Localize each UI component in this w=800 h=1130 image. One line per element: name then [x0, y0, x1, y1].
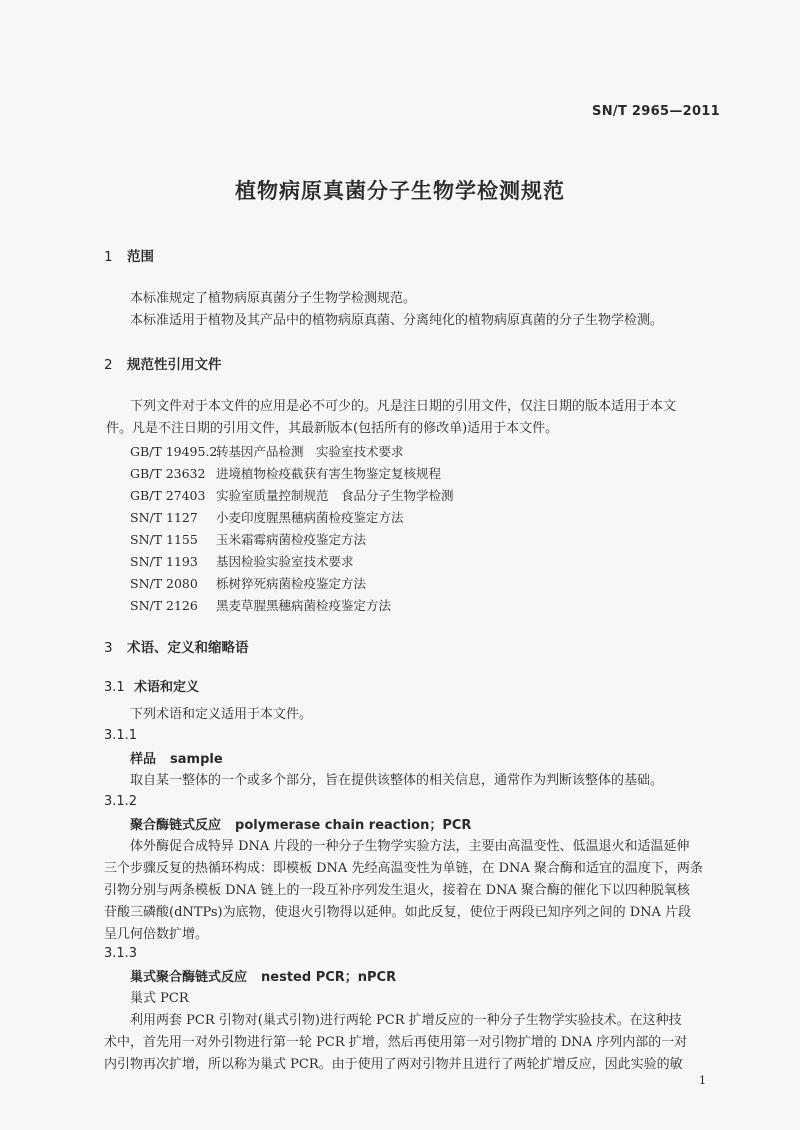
definition-line: 内引物再次扩增，所以称为巢式 PCR。由于使用了两对引物并且进行了两轮扩增反应，因此实验的敏: [104, 1057, 683, 1072]
reference-item: [130, 596, 391, 614]
reference-title: 实验室质量控制规范 食品分子生物学检测: [216, 488, 454, 503]
paragraph: 本标准适用于植物及其产品中的植物病原真菌、分离纯化的植物病原真菌的分子生物学检测。: [130, 313, 664, 328]
reference-item: [130, 486, 454, 504]
section-number: 1: [104, 249, 113, 265]
reference-code: SN/T 1193: [130, 554, 198, 569]
reference-title: 基因检验实验室技术要求: [216, 554, 354, 569]
term-cn: 巢式聚合酶链式反应: [130, 970, 248, 985]
term-heading: [130, 966, 396, 985]
reference-item: [130, 508, 404, 526]
reference-title: 进境植物检疫截获有害生物鉴定复核规程: [216, 466, 442, 481]
standard-code: SN/T 2965—2011: [592, 104, 720, 119]
document-title: 植物病原真菌分子生物学检测规范: [235, 179, 565, 203]
paragraph: 本标准规定了植物病原真菌分子生物学检测规范。: [130, 291, 417, 306]
reference-title: 栎树猝死病菌检疫鉴定方法: [216, 576, 367, 591]
reference-item: [130, 442, 404, 460]
definition-line: 呈几何倍数扩增。: [104, 927, 209, 942]
reference-code: SN/T 1155: [130, 532, 198, 547]
term-en: sample: [170, 752, 223, 767]
term-cn: 聚合酶链式反应: [130, 818, 222, 833]
definition-line: 利用两套 PCR 引物对(巢式引物)进行两轮 PCR 扩增反应的一种分子生物学实验技术。在这种技: [130, 1013, 682, 1028]
definition-line: 三个步骤反复的热循环构成：即模板 DNA 先经高温变性为单链，在 DNA 聚合酶和适宜的温度下，两条: [104, 861, 703, 876]
reference-code: GB/T 19495.2: [130, 444, 218, 459]
term-heading: [130, 748, 223, 767]
definition-line: 取自某一整体的一个或多个部分，旨在提供该整体的相关信息，通常作为判断该整体的基础。: [130, 773, 664, 788]
term-cn: 样品: [130, 752, 157, 767]
reference-title: 转基因产品检测 实验室技术要求: [216, 444, 404, 459]
section-1-heading: [104, 245, 154, 265]
definition-line: 苷酸三磷酸(dNTPs)为底物，使退火引物得以延伸。如此反复，使位于两段已知序列之间的 DNA 片段: [104, 905, 692, 920]
synonym-line: 巢式 PCR: [130, 991, 189, 1006]
reference-title: 玉米霜霉病菌检疫鉴定方法: [216, 532, 367, 547]
section-number: 2: [104, 357, 113, 373]
reference-item: [130, 552, 354, 570]
term-number: 3.1.2: [104, 794, 138, 809]
paragraph-line: 件。凡是不注日期的引用文件，其最新版本(包括所有的修改单)适用于本文件。: [106, 421, 559, 436]
reference-code: SN/T 2080: [130, 576, 198, 591]
section-number: 3: [104, 640, 113, 656]
paragraph: 下列术语和定义适用于本文件。: [130, 707, 313, 722]
term-heading: [130, 814, 471, 833]
paragraph-line: 下列文件对于本文件的应用是必不可少的。凡是注日期的引用文件，仅注日期的版本适用于本文: [130, 399, 677, 414]
page-number: 1: [699, 1074, 706, 1087]
reference-item: [130, 464, 441, 482]
reference-code: GB/T 27403: [130, 488, 206, 503]
reference-item: [130, 574, 366, 592]
reference-title: 小麦印度腥黑穗病菌检疫鉴定方法: [216, 510, 404, 525]
section-3-heading: [104, 636, 249, 656]
definition-line: 体外酶促合成特异 DNA 片段的一种分子生物学实验方法，主要由高温变性、低温退火和适温延伸: [130, 839, 690, 854]
definition-line: 术中，首先用一对外引物进行第一轮 PCR 扩增，然后再使用第一对引物扩增的 DNA 序列内部的一对: [104, 1035, 688, 1050]
subsection-number: 3.1: [104, 680, 125, 695]
subsection-heading: [104, 676, 199, 695]
definition-line: 引物分别与两条模板 DNA 链上的一段互补序列发生退火，接着在 DNA 聚合酶的催化下以四种脱氧核: [104, 883, 690, 898]
section-title: 规范性引用文件: [127, 357, 222, 373]
reference-code: SN/T 2126: [130, 598, 198, 613]
section-2-heading: [104, 353, 222, 373]
section-title: 术语、定义和缩略语: [127, 640, 249, 656]
reference-item: [130, 530, 366, 548]
term-number: 3.1.3: [104, 946, 138, 961]
term-en: polymerase chain reaction；PCR: [235, 818, 472, 833]
term-number: 3.1.1: [104, 728, 138, 743]
reference-title: 黑麦草腥黑穗病菌检疫鉴定方法: [216, 598, 392, 613]
subsection-title: 术语和定义: [134, 680, 200, 695]
reference-code: SN/T 1127: [130, 510, 198, 525]
reference-code: GB/T 23632: [130, 466, 206, 481]
term-en: nested PCR；nPCR: [261, 970, 397, 985]
section-title: 范围: [127, 249, 154, 265]
